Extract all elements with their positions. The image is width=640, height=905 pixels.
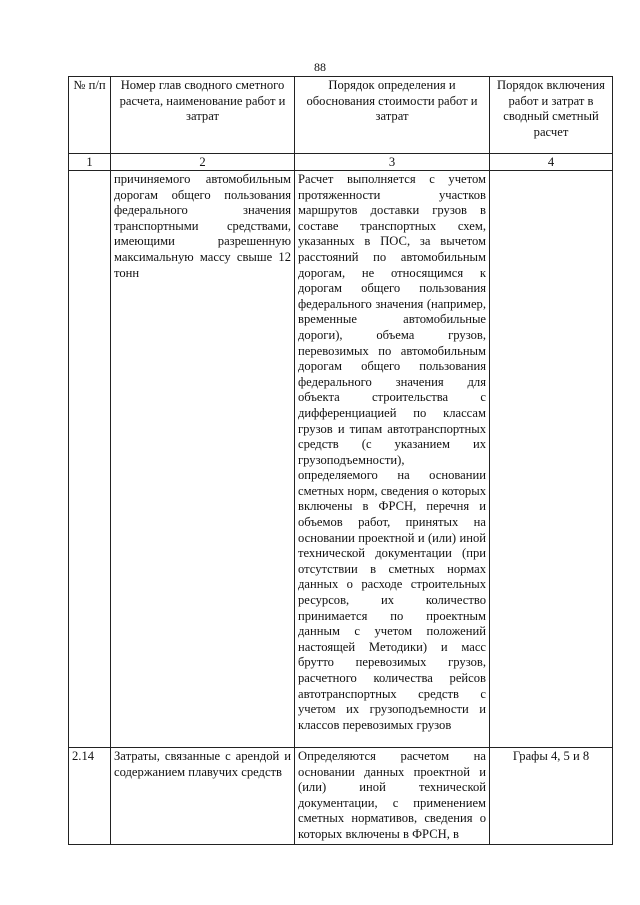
header-col-number: № п/п bbox=[69, 77, 111, 154]
table-header-row bbox=[69, 77, 613, 154]
row-inclusion bbox=[490, 171, 613, 748]
estimate-table bbox=[68, 76, 613, 845]
column-number: 1 bbox=[69, 154, 111, 171]
page-number: 88 bbox=[314, 60, 326, 74]
column-number: 2 bbox=[111, 154, 295, 171]
row-name: Затраты, связанные с арендой и содержанием плавучих средств bbox=[111, 748, 295, 845]
header-col-method: Порядок определения и обоснования стоимости работ и затрат bbox=[295, 77, 490, 154]
column-number: 4 bbox=[490, 154, 613, 171]
column-number: 3 bbox=[295, 154, 490, 171]
header-col-name: Номер глав сводного сметного расчета, наименование работ и затрат bbox=[111, 77, 295, 154]
row-method: Расчет выполняется с учетом протяженности участков маршрутов доставки грузов в составе транспортных схем, указанных в ПОС, за вычетом расстояний по автомобильным дорогам, не относящимся к дорогам общего пользования федерального значения (например, временные автомобильные дороги), объема грузов, перевозимых по автомобильным дорогам общего пользования федерального значения для объекта строительства с дифференциацией по классам грузов и типам автотранспортных средств (с указанием их грузоподъемности), определяемого на основании сметных норм, сведения о которых включены в ФРСН, перечня и объемов работ, принятых на основании проектной и (или) иной технической документации (при отсутствии в сметных нормах данных о расходе строительных ресурсов, их количество принимается по проектным данным с учетом положений настоящей Методики) и масс брутто перевозимых грузов, расчетного количества рейсов автотранспортных средств с учетом их грузоподъемности и классов перевозимых грузов bbox=[295, 171, 490, 748]
row-number bbox=[69, 171, 111, 748]
header-col-inclusion: Порядок включения работ и затрат в сводный сметный расчет bbox=[490, 77, 613, 154]
row-name: причиняемого автомобильным дорогам общего пользования федерального значения транспортными средствами, имеющими разрешенную максимальную массу свыше 12 тонн bbox=[111, 171, 295, 748]
table-row bbox=[69, 171, 613, 748]
column-number-row bbox=[69, 154, 613, 171]
row-inclusion: Графы 4, 5 и 8 bbox=[490, 748, 613, 845]
table-row bbox=[69, 748, 613, 845]
row-number: 2.14 bbox=[69, 748, 111, 845]
row-method: Определяются расчетом на основании данных проектной и (или) иной технической документации, с применением сметных нормативов, сведения о которых включены в ФРСН, в bbox=[295, 748, 490, 845]
